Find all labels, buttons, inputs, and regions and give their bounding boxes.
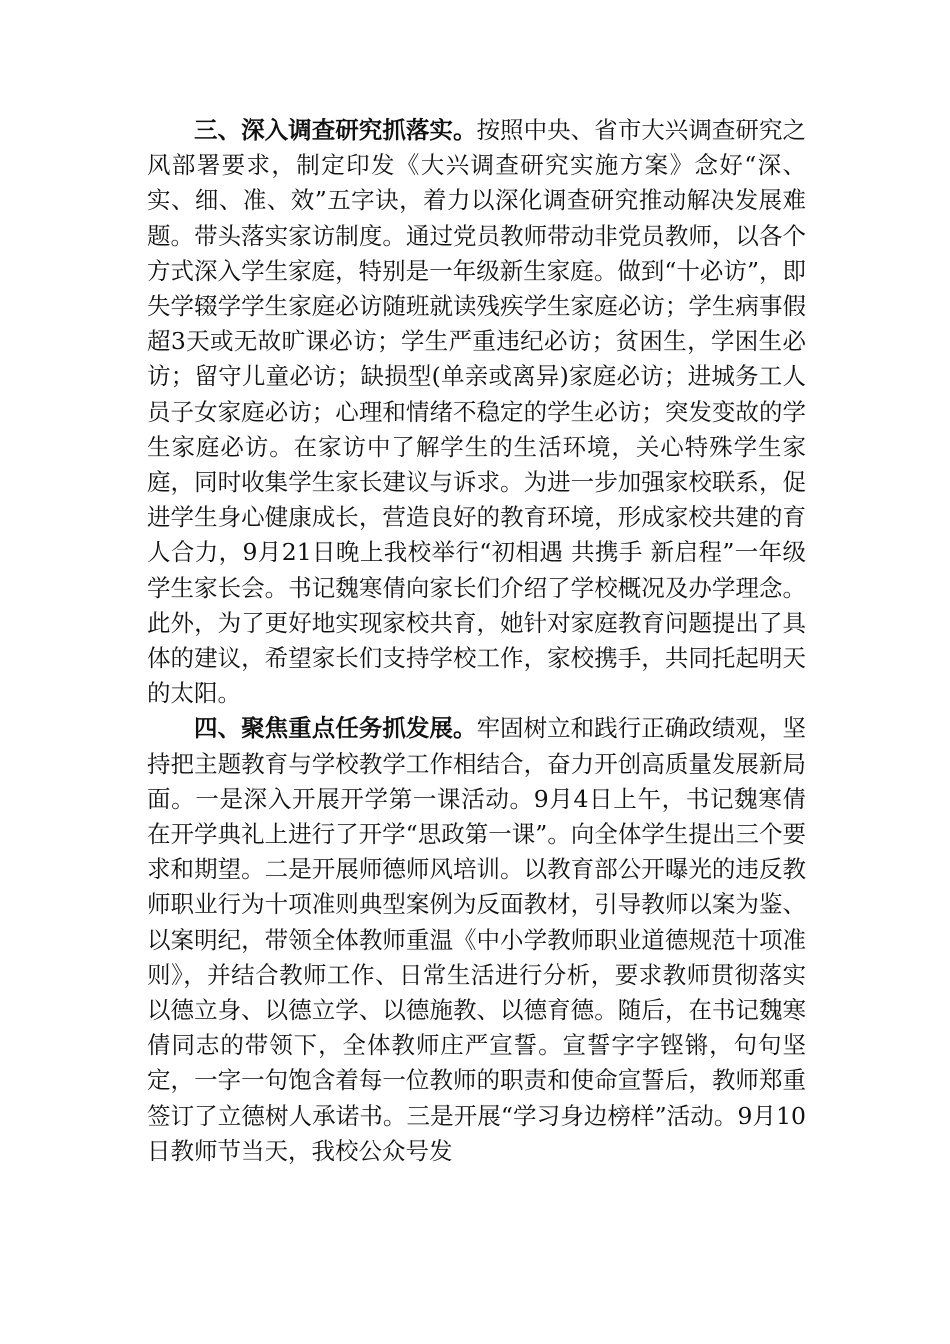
section-heading-four: 四、聚焦重点任务抓发展。	[194, 714, 477, 743]
paragraph-development	[147, 711, 806, 1169]
section-body-three: 按照中央、省市大兴调查研究之风部署要求，制定印发《大兴调查研究实施方案》念好“深、实、细、准、效”五字诀，着力以深化调查研究推动解决发展难题。带头落实家访制度。通过党员教师带动非党员教师，以各个方式深入学生家庭，特别是一年级新生家庭。做到“十必访”，即失学辍学学生家庭必访随班就读残疾学生家庭必访；学生病事假超3天或无故旷课必访；学生严重违纪必访；贫困生，学困生必访；留守儿童必访；缺损型(单亲或离异)家庭必访；进城务工人员子女家庭必访；心理和情绪不稳定的学生必访；突发变故的学生家庭必访。在家访中了解学生的生活环境，关心特殊学生家庭，同时收集学生家长建议与诉求。为进一步加强家校联系，促进学生身心健康成长，营造良好的教育环境，形成家校共建的育人合力，9月21日晚上我校举行“初相遇 共携手 新启程”一年级学生家长会。书记魏寒倩向家长们介绍了学校概况及办学理念。此外，为了更好地实现家校共育，她针对家庭教育问题提出了具体的建议，希望家长们支持学校工作，家校携手，共同托起明天的太阳。	[147, 116, 807, 708]
paragraph-investigation	[147, 113, 806, 711]
section-heading-three: 三、深入调查研究抓落实。	[194, 116, 477, 144]
section-body-four: 牢固树立和践行正确政绩观，坚持把主题教育与学校教学工作相结合，奋力开创高质量发展新局面。一是深入开展开学第一课活动。9月4日上午，书记魏寒倩在开学典礼上进行了开学“思政第一课”。向全体学生提出三个要求和期望。二是开展师德师风培训。以教育部公开曝光的违反教师职业行为十项准则典型案例为反面教材，引导教师以案为鉴、以案明纪，带领全体教师重温《中小学教师职业道德规范十项准则》，并结合教师工作、日常生活进行分析，要求教师贯彻落实以德立身、以德立学、以德施教、以德育德。随后，在书记魏寒倩同志的带领下，全体教师庄严宣誓。宣誓字字铿锵，句句坚定，一字一句饱含着每一位教师的职责和使命宣誓后，教师郑重签订了立德树人承诺书。三是开展“学习身边榜样”活动。9月10日教师节当天，我校公众号发	[147, 714, 807, 1165]
document-page	[147, 113, 806, 1169]
